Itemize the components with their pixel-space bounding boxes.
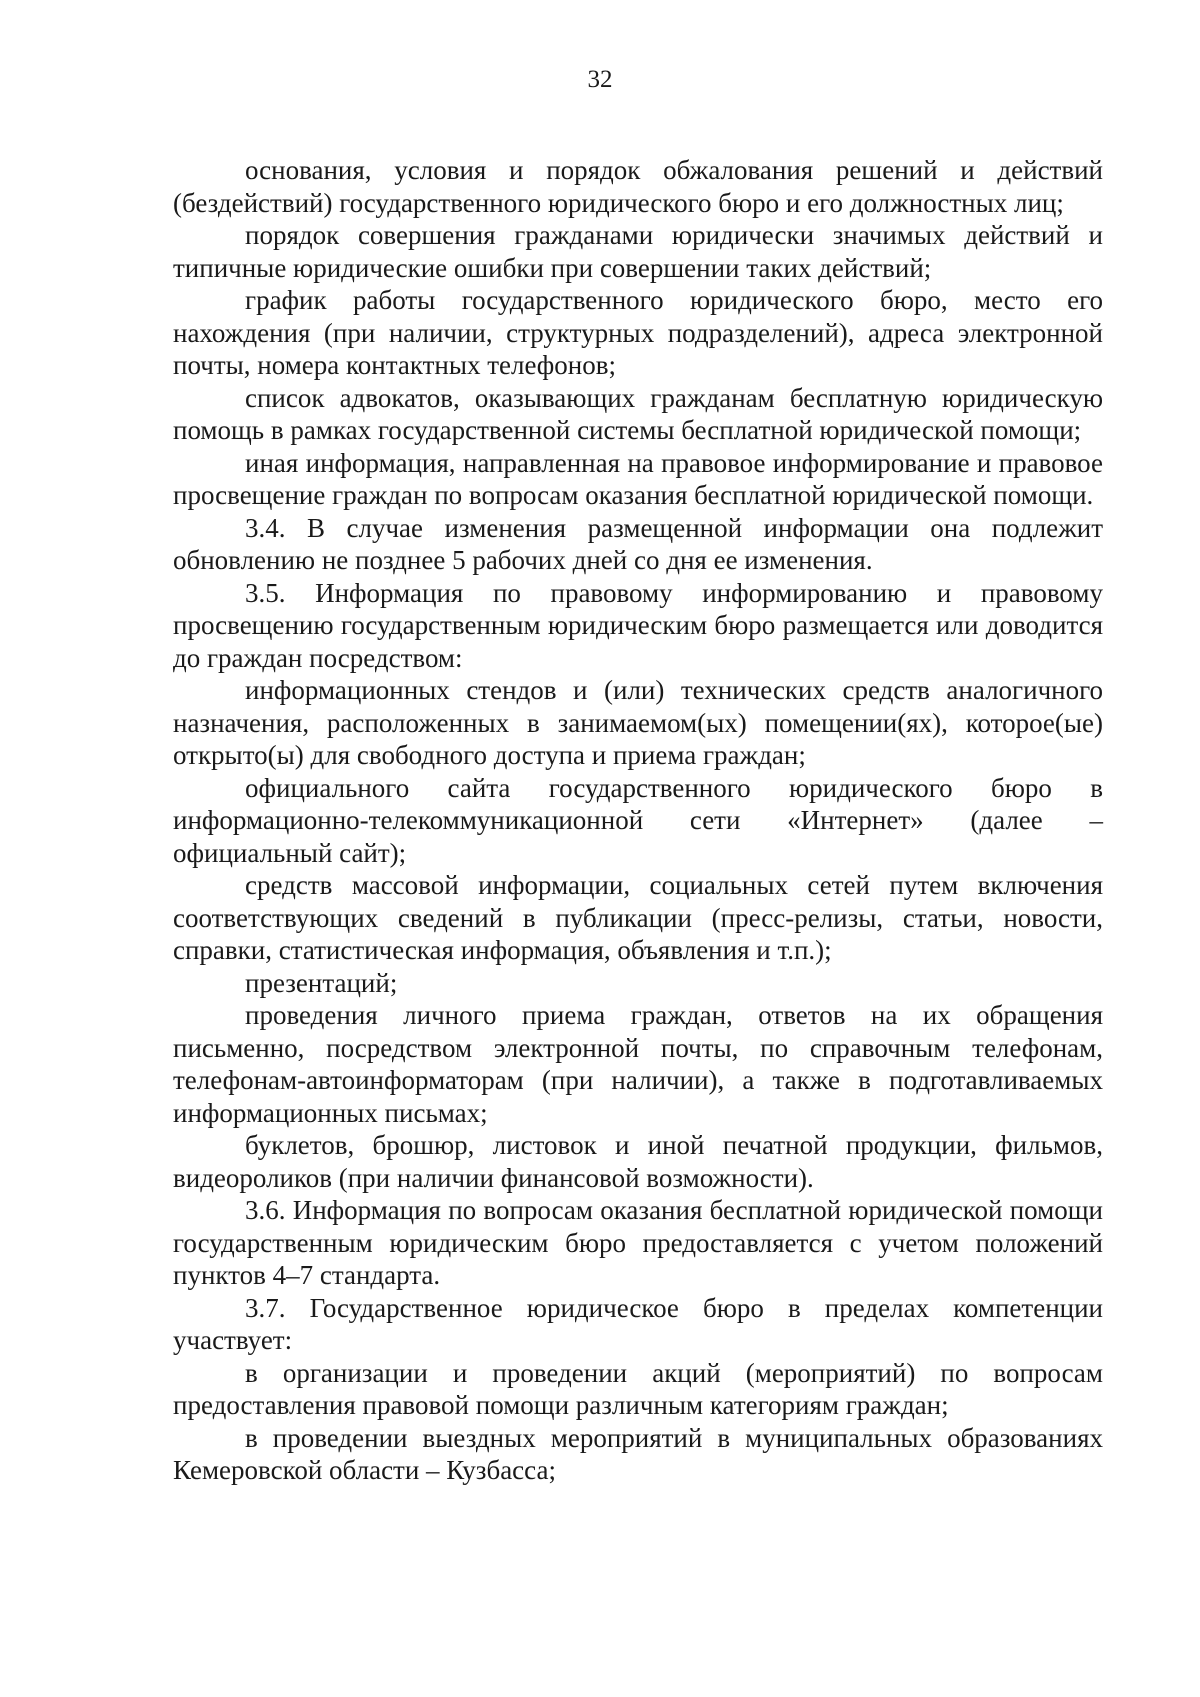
paragraph: график работы государственного юридического бюро, место его нахождения (при наличии, структурных подразделений), адреса электронной почты, номера контактных телефонов; — [173, 285, 1103, 380]
paragraph: список адвокатов, оказывающих гражданам бесплатную юридическую помощь в рамках государственной системы бесплатной юридической помощи; — [173, 382, 1103, 445]
paragraph: средств массовой информации, социальных сетей путем включения соответствующих сведений в публикации (пресс-релизы, статьи, новости, справки, статистическая информация, объявления и т.п.); — [173, 870, 1103, 965]
paragraph: 3.6. Информация по вопросам оказания бесплатной юридической помощи государственным юридическим бюро предоставляется с учетом положений пунктов 4–7 стандарта. — [173, 1195, 1103, 1290]
paragraph: официального сайта государственного юридического бюро в информационно-телекоммуникационной сети «Интернет» (далее – официальный сайт); — [173, 772, 1103, 868]
paragraph: основания, условия и порядок обжалования решений и действий (бездействий) государственного юридического бюро и его должностных лиц; — [173, 155, 1103, 218]
paragraph: 3.4. В случае изменения размещенной информации она подлежит обновлению не позднее 5 рабочих дней со дня ее изменения. — [173, 512, 1103, 575]
paragraph: проведения личного приема граждан, ответов на их обращения письменно, посредством электронной почты, по справочным телефонам, телефонам-автоинформаторам (при наличии), а также в подготавливаемых информационных письмах; — [173, 1000, 1103, 1128]
page-number: 32 — [587, 66, 613, 93]
paragraph: в организации и проведении акций (мероприятий) по вопросам предоставления правовой помощи различным категориям граждан; — [173, 1357, 1103, 1420]
paragraph: 3.5. Информация по правовому информированию и правовому просвещению государственным юридическим бюро размещается или доводится до граждан посредством: — [173, 577, 1103, 673]
paragraph: информационных стендов и (или) технических средств аналогичного назначения, расположенных в занимаемом(ых) помещении(ях), которое(ые) открыто(ы) для свободного доступа и приема граждан; — [173, 675, 1103, 770]
paragraph: в проведении выездных мероприятий в муниципальных образованиях Кемеровской области – Кузбасса; — [173, 1422, 1103, 1485]
paragraph: 3.7. Государственное юридическое бюро в пределах компетенции участвует: — [173, 1292, 1103, 1355]
paragraph: иная информация, направленная на правовое информирование и правовое просвещение граждан по вопросам оказания бесплатной юридической помощи. — [173, 447, 1103, 510]
paragraph: презентаций; — [245, 967, 398, 998]
paragraph: порядок совершения гражданами юридически значимых действий и типичные юридические ошибки при совершении таких действий; — [173, 220, 1103, 283]
paragraph: буклетов, брошюр, листовок и иной печатной продукции, фильмов, видеороликов (при наличии финансовой возможности). — [173, 1130, 1103, 1193]
document-body — [173, 154, 1103, 1487]
